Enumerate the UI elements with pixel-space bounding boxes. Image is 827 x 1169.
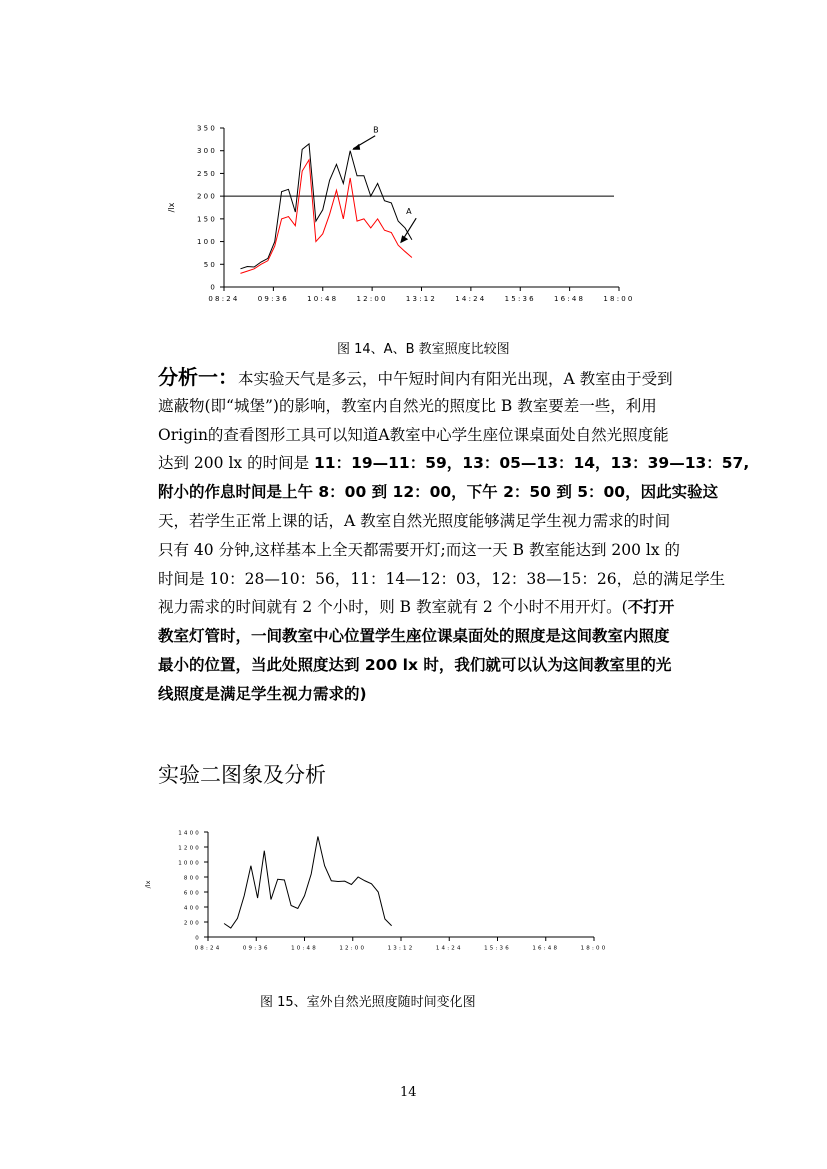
analysis-line-4a: 达到 200 lx 的时间是 [158,454,314,473]
analysis-line-10: 教室灯管时，一间教室中心位置学生座位课桌面处的照度是这间教室内照度 [158,627,670,646]
x-tick-label: 15:36 [484,945,511,952]
analysis-line-3: Origin的查看图形工具可以知道A教室中心学生座位课桌面处自然光照度能 [158,425,669,444]
y-tick-label: 150 [197,215,217,224]
y-axis-label: /lx [144,880,152,889]
analysis-paragraph [158,363,750,709]
x-tick-label: 10:48 [307,295,339,303]
x-tick-label: 12:00 [339,945,367,952]
x-tick-label: 09:36 [257,295,289,303]
y-tick-label: 350 [197,124,217,133]
x-tick-label: 12:00 [356,295,388,303]
y-axis-label: /lx [167,202,176,213]
analysis-line-1: 本实验天气是多云，中午短时间内有阳光出现，A 教室由于受到 [238,370,673,388]
x-tick-label: 09:36 [242,945,270,952]
x-tick-label: 18:00 [580,945,608,952]
series-line-1 [224,837,392,929]
y-tick-label: 400 [183,905,201,912]
y-tick-label: 600 [183,890,201,897]
analysis-line-4c: , [743,454,750,473]
figure-14-caption: 图 14、A、B 教室照度比较图 [337,342,510,357]
chart-outdoor-illuminance [0,810,827,960]
analysis-line-12: 线照度是满足学生视力需求的) [158,684,367,703]
annotation-B: B [373,125,379,135]
analysis-line-5: 附小的作息时间是上午 8：00 到 12：00，下午 2：50 到 5：00，因此实验这 [158,483,719,502]
x-tick-label: 16:48 [554,295,586,303]
analysis-line-4-times: 11：19—11：59，13：05—13：14，13：39—13：57 [314,454,744,473]
analysis-line-11: 最小的位置，当此处照度达到 200 lx 时，我们就可以认为这间教室里的光 [158,655,672,674]
arrow-head-B [352,144,360,150]
y-tick-label: 250 [197,169,217,178]
y-tick-label: 800 [183,875,201,882]
analysis-line-8: 时间是 10：28—10：56，11：14—12：03，12：38—15：26，总的满足学生 [158,569,726,588]
chart-classroom-illuminance [0,0,827,330]
analysis-line-9b: 不打开 [627,598,675,617]
y-tick-label: 0 [195,935,201,942]
x-tick-label: 13:12 [387,945,415,952]
analysis-line-9a: 视力需求的时间就有 2 个小时，则 B 教室就有 2 个小时不用开灯。( [158,598,628,617]
y-tick-label: 50 [203,260,217,269]
y-tick-label: 1000 [178,860,201,867]
y-tick-label: 300 [197,147,217,156]
series-line-A [240,160,411,274]
annotation-A: A [406,207,412,217]
x-tick-label: 10:48 [291,945,318,952]
y-tick-label: 200 [183,920,201,927]
analysis-line-7: 只有 40 分钟,这样基本上全天都需要开灯;而这一天 B 教室能达到 200 lx 的 [158,540,681,559]
x-tick-label: 13:12 [405,295,438,303]
series-line-B [240,144,411,269]
x-tick-label: 08:24 [208,295,240,303]
x-tick-label: 18:00 [603,295,635,303]
analysis-heading: 分析一： [158,365,238,389]
y-tick-label: 0 [210,283,217,292]
page-number: 14 [400,1085,417,1100]
analysis-line-6: 天，若学生正常上课的话，A 教室自然光照度能够满足学生视力需求的时间 [158,511,671,530]
x-tick-label: 16:48 [532,945,560,952]
figure-15-caption: 图 15、室外自然光照度随时间变化图 [260,995,476,1010]
y-tick-label: 1200 [178,845,201,852]
y-tick-label: 100 [197,238,217,247]
section-title: 实验二图象及分析 [158,763,326,787]
analysis-line-2: 遮蔽物(即“城堡”)的影响，教室内自然光的照度比 B 教室要差一些，利用 [158,396,657,415]
y-tick-label: 1400 [178,830,201,837]
x-tick-label: 08:24 [194,945,222,952]
x-tick-label: 14:24 [435,945,463,952]
x-tick-label: 15:36 [504,295,536,303]
x-tick-label: 14:24 [455,295,487,303]
y-tick-label: 200 [197,192,217,201]
